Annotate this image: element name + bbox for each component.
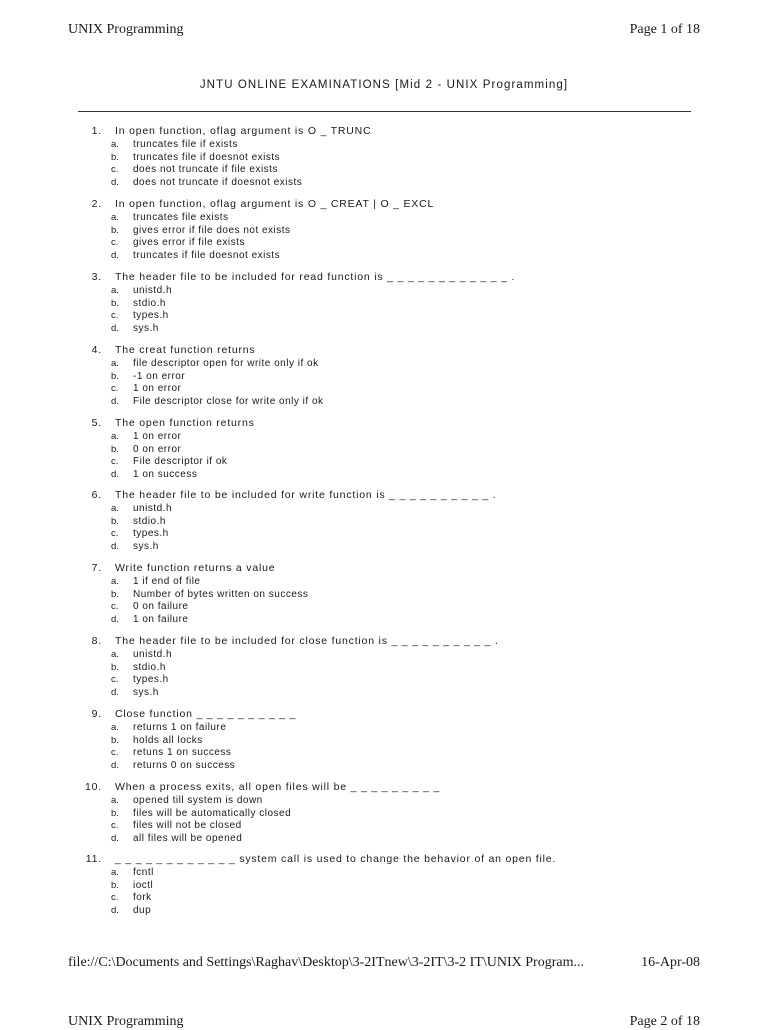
option-text: fcntl <box>133 867 154 878</box>
option-text: Number of bytes written on success <box>133 588 309 600</box>
option-letter: b. <box>111 734 119 746</box>
option-text: sys.h <box>133 686 159 698</box>
question-number: 5. <box>91 417 102 429</box>
option-text: File descriptor close for write only if ok <box>133 395 324 407</box>
option-letter: d. <box>111 468 119 480</box>
option-text: holds all locks <box>133 734 203 746</box>
option-letter: c. <box>111 383 119 395</box>
question-number: 7. <box>91 562 102 574</box>
option-text: sys.h <box>133 540 159 552</box>
option-text: does not truncate if file exists <box>133 164 278 176</box>
question-number: 11. <box>85 853 102 865</box>
option-letter: c. <box>111 456 119 468</box>
option-text: ioctl <box>133 879 154 891</box>
question-number: 8. <box>91 635 102 647</box>
option-letter: a. <box>111 139 119 150</box>
option-letter: b. <box>111 297 119 309</box>
option-letter: c. <box>111 747 119 759</box>
option-letter: b. <box>111 443 119 455</box>
option-text: files will not be closed <box>133 820 242 832</box>
footer-file-path: file://C:\Documents and Settings\Raghav\Desktop\3-2ITnew\3-2IT\3-2 IT\UNIX Program... <box>68 955 584 970</box>
option-letter: a. <box>111 795 119 806</box>
page-header-title: UNIX Programming <box>68 22 184 37</box>
option-text: gives error if file does not exists <box>133 224 291 236</box>
option-letter: d. <box>111 176 119 188</box>
option-text: -1 on error <box>133 370 186 382</box>
question-text: The header file to be included for read function is _ _ _ _ _ _ _ _ _ _ _ _ . <box>115 271 516 283</box>
option-letter: c. <box>111 310 119 322</box>
option-text: File descriptor if ok <box>133 456 228 468</box>
question-text: The header file to be included for write function is _ _ _ _ _ _ _ _ _ _ . <box>115 489 497 501</box>
question-number: 9. <box>91 708 102 720</box>
option-text: 1 on success <box>133 468 198 480</box>
next-page-header-page-number: Page 2 of 18 <box>629 1014 700 1029</box>
question-text: Close function _ _ _ _ _ _ _ _ _ _ <box>115 708 297 720</box>
option-text: does not truncate if doesnot exists <box>133 176 303 188</box>
question-text: When a process exits, all open files will be _ _ _ _ _ _ _ _ _ <box>115 781 441 793</box>
option-text: unistd.h <box>133 285 173 296</box>
title-divider <box>78 111 691 112</box>
option-letter: d. <box>111 686 119 698</box>
option-text: all files will be opened <box>133 832 243 844</box>
option-letter: b. <box>111 807 119 819</box>
option-text: returns 0 on success <box>133 759 236 771</box>
option-letter: d. <box>111 249 119 261</box>
option-text: dup <box>133 904 152 916</box>
option-text: unistd.h <box>133 649 173 660</box>
option-letter: b. <box>111 515 119 527</box>
option-text: truncates file if exists <box>133 139 238 150</box>
question-text: Write function returns a value <box>115 562 276 574</box>
next-page-header-title: UNIX Programming <box>68 1014 184 1029</box>
option-text: stdio.h <box>133 515 166 527</box>
option-letter: d. <box>111 395 119 407</box>
option-letter: a. <box>111 867 119 878</box>
option-letter: c. <box>111 892 119 904</box>
option-letter: a. <box>111 358 119 369</box>
option-text: truncates file if doesnot exists <box>133 151 281 163</box>
option-letter: d. <box>111 904 119 916</box>
question-number: 6. <box>91 489 102 501</box>
question-text: The header file to be included for close function is _ _ _ _ _ _ _ _ _ _ . <box>115 635 499 647</box>
option-letter: d. <box>111 613 119 625</box>
option-text: stdio.h <box>133 297 166 309</box>
option-text: 0 on error <box>133 443 182 455</box>
option-text: types.h <box>133 310 169 322</box>
question-text: In open function, oflag argument is O _ TRUNC <box>115 125 372 137</box>
question-number: 3. <box>91 271 102 283</box>
option-text: gives error if file exists <box>133 237 245 249</box>
option-letter: d. <box>111 832 119 844</box>
option-text: types.h <box>133 674 169 686</box>
footer-date: 16-Apr-08 <box>641 955 700 970</box>
question-number: 10. <box>85 781 102 793</box>
option-text: stdio.h <box>133 661 166 673</box>
option-text: 0 on failure <box>133 601 189 613</box>
option-text: fork <box>133 892 152 904</box>
option-text: 1 on failure <box>133 613 189 625</box>
option-letter: b. <box>111 370 119 382</box>
option-text: truncates if file doesnot exists <box>133 249 281 261</box>
option-letter: a. <box>111 649 119 660</box>
option-letter: c. <box>111 674 119 686</box>
option-text: file descriptor open for write only if ok <box>133 358 319 369</box>
document-title: JNTU ONLINE EXAMINATIONS [Mid 2 - UNIX Programming] <box>199 79 569 91</box>
option-letter: d. <box>111 322 119 334</box>
option-letter: a. <box>111 576 119 587</box>
option-text: returns 1 on failure <box>133 722 227 733</box>
option-text: unistd.h <box>133 503 173 514</box>
option-text: opened till system is down <box>133 795 263 806</box>
option-text: truncates file exists <box>133 212 229 223</box>
option-text: sys.h <box>133 322 159 334</box>
option-letter: b. <box>111 588 119 600</box>
option-letter: c. <box>111 237 119 249</box>
option-letter: d. <box>111 540 119 552</box>
question-number: 2. <box>91 198 102 210</box>
question-text: In open function, oflag argument is O _ CREAT | O _ EXCL <box>115 198 435 210</box>
option-letter: c. <box>111 601 119 613</box>
page-header-page-number: Page 1 of 18 <box>629 22 700 37</box>
option-letter: c. <box>111 528 119 540</box>
option-text: files will be automatically closed <box>133 807 292 819</box>
question-number: 1. <box>91 125 102 137</box>
question-text: The open function returns <box>115 417 255 429</box>
option-letter: a. <box>111 503 119 514</box>
option-letter: b. <box>111 661 119 673</box>
option-letter: b. <box>111 879 119 891</box>
option-letter: a. <box>111 431 119 442</box>
option-letter: c. <box>111 164 119 176</box>
option-letter: c. <box>111 820 119 832</box>
option-letter: b. <box>111 224 119 236</box>
option-text: types.h <box>133 528 169 540</box>
option-text: retuns 1 on success <box>133 747 232 759</box>
option-text: 1 on error <box>133 383 182 395</box>
option-text: 1 on error <box>133 431 182 442</box>
question-text: _ _ _ _ _ _ _ _ _ _ _ _ system call is used to change the behavior of an open file. <box>115 853 557 865</box>
question-text: The creat function returns <box>115 344 256 356</box>
option-letter: d. <box>111 759 119 771</box>
question-number: 4. <box>91 344 102 356</box>
option-text: 1 if end of file <box>133 576 201 587</box>
option-letter: a. <box>111 722 119 733</box>
option-letter: b. <box>111 151 119 163</box>
option-letter: a. <box>111 212 119 223</box>
option-letter: a. <box>111 285 119 296</box>
